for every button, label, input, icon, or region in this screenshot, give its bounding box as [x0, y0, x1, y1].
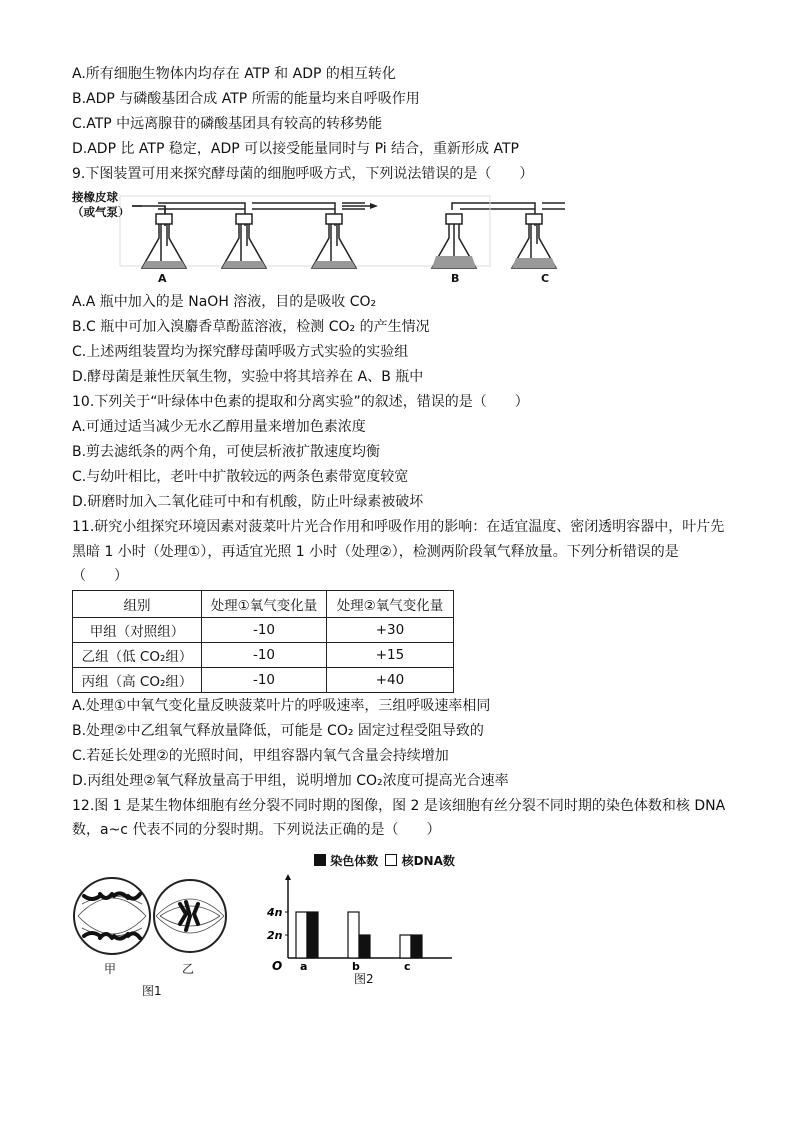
- bar-chromosome-b: [359, 935, 370, 958]
- y-tick-label: 4n: [267, 906, 283, 919]
- table-row: [73, 668, 454, 693]
- y-axis-arrow: [285, 874, 291, 880]
- table-row: [73, 643, 454, 668]
- q11-stem-line2: 黑暗 1 小时（处理①），再适宜光照 1 小时（处理②），检测两阶段氧气释放量。下列分析错误的是: [72, 544, 679, 560]
- cell-jia: [74, 878, 150, 954]
- table-cell: -10: [202, 668, 327, 693]
- q11-option-d: D.丙组处理②氧气释放量高于甲组，说明增加 CO₂浓度可提高光合速率: [72, 773, 509, 789]
- bar-dna-c: [400, 935, 411, 958]
- q9-option-a: A.A 瓶中加入的是 NaOH 溶液，目的是吸收 CO₂: [72, 294, 377, 310]
- q10-stem: 10.下列关于“叶绿体中色素的提取和分离实验”的叙述，错误的是（ ）: [72, 394, 529, 410]
- cell-drawings: [68, 868, 238, 978]
- q9-stem: 9.下图装置可用来探究酵母菌的细胞呼吸方式，下列说法错误的是（ ）: [72, 166, 534, 182]
- bar-dna-a: [296, 912, 307, 958]
- cell-yi: [154, 880, 226, 952]
- q11-stem-line1: 11.研究小组探究环境因素对菠菜叶片光合作用和呼吸作用的影响：在适宜温度、密闭透明容器中，叶片先: [72, 519, 725, 535]
- figure-1-caption: 图1: [142, 984, 162, 998]
- table-cell: -10: [202, 643, 327, 668]
- q9-apparatus-figure: [70, 186, 590, 290]
- q11-data-table: [72, 590, 454, 693]
- table-cell: +15: [327, 643, 454, 668]
- q8-option-d: D.ADP 比 ATP 稳定，ADP 可以接受能量同时与 Pi 结合，重新形成 ATP: [72, 141, 519, 157]
- q11-option-b: B.处理②中乙组氧气释放量降低，可能是 CO₂ 固定过程受阻导致的: [72, 723, 484, 739]
- q12-stem-line2: 数，a~c 代表不同的分裂时期。下列说法正确的是（ ）: [72, 822, 441, 838]
- table-cell: +30: [327, 618, 454, 643]
- bar-chromosome-c: [411, 935, 422, 958]
- cell-label-jia: 甲: [104, 962, 117, 976]
- table-header-cell: 组别: [73, 591, 202, 618]
- figure-2-caption: 图2: [354, 972, 374, 986]
- table-cell: -10: [202, 618, 327, 643]
- q8-option-b: B.ADP 与磷酸基团合成 ATP 所需的能量均来自呼吸作用: [72, 91, 420, 107]
- q8-option-c: C.ATP 中远离腺苷的磷酸基团具有较高的转移势能: [72, 116, 383, 132]
- y-tick-label: 2n: [267, 929, 283, 942]
- q8-option-a: A.所有细胞生物体内均存在 ATP 和 ADP 的相互转化: [72, 66, 396, 82]
- legend-label-chromosome: 染色体数: [330, 854, 379, 868]
- figure-2-chart: [262, 850, 472, 990]
- bar-dna-b: [348, 912, 359, 958]
- x-tick-label-b: b: [352, 960, 360, 973]
- flask-label-b: B: [451, 272, 460, 285]
- x-tick-label-c: c: [404, 960, 411, 973]
- x-tick-label-a: a: [300, 960, 308, 973]
- table-row: [73, 618, 454, 643]
- q12-stem-line1: 12.图 1 是某生物体细胞有丝分裂不同时期的图像，图 2 是该细胞有丝分裂不同时期的染色体数和核 DNA: [72, 798, 726, 814]
- figure-1-cells: [68, 868, 238, 998]
- q11-stem-line3: （ ）: [72, 568, 128, 584]
- q10-option-a: A.可通过适当减少无水乙醇用量来增加色素浓度: [72, 419, 366, 435]
- flask-label-c: C: [541, 272, 550, 285]
- apparatus-label-pump: 接橡皮球: [72, 190, 118, 204]
- table-cell: 甲组（对照组）: [73, 618, 202, 643]
- table-header-cell: 处理①氧气变化量: [202, 591, 327, 618]
- q10-option-c: C.与幼叶相比，老叶中扩散较远的两条色素带宽度较宽: [72, 469, 409, 485]
- table-header-row: [73, 591, 454, 618]
- bar-chromosome-a: [307, 912, 318, 958]
- bar-chart-svg: [262, 850, 472, 990]
- flask-label-a: A: [158, 272, 167, 285]
- table-cell: 丙组（高 CO₂组）: [73, 668, 202, 693]
- q10-option-b: B.剪去滤纸条的两个角，可使层析液扩散速度均衡: [72, 444, 381, 460]
- q9-option-d: D.酵母菌是兼性厌氧生物，实验中将其培养在 A、B 瓶中: [72, 369, 424, 385]
- table-cell: +40: [327, 668, 454, 693]
- q11-option-a: A.处理①中氧气变化量反映菠菜叶片的呼吸速率，三组呼吸速率相同: [72, 698, 491, 714]
- table-header-cell: 处理②氧气变化量: [327, 591, 454, 618]
- origin-label: O: [272, 959, 283, 973]
- table-cell: 乙组（低 CO₂组）: [73, 643, 202, 668]
- apparatus-drawing: [70, 186, 590, 290]
- cell-label-yi: 乙: [182, 962, 195, 976]
- q9-option-b: B.C 瓶中可加入溴麝香草酚蓝溶液，检测 CO₂ 的产生情况: [72, 319, 430, 335]
- q9-option-c: C.上述两组装置均为探究酵母菌呼吸方式实验的实验组: [72, 344, 409, 360]
- apparatus-label-pump-alt: （或气泵）: [72, 205, 130, 219]
- legend-label-dna: 核DNA数: [401, 854, 455, 868]
- q10-option-d: D.研磨时加入二氧化硅可中和有机酸，防止叶绿素被破坏: [72, 494, 424, 510]
- q11-option-c: C.若延长处理②的光照时间，甲组容器内氧气含量会持续增加: [72, 748, 449, 764]
